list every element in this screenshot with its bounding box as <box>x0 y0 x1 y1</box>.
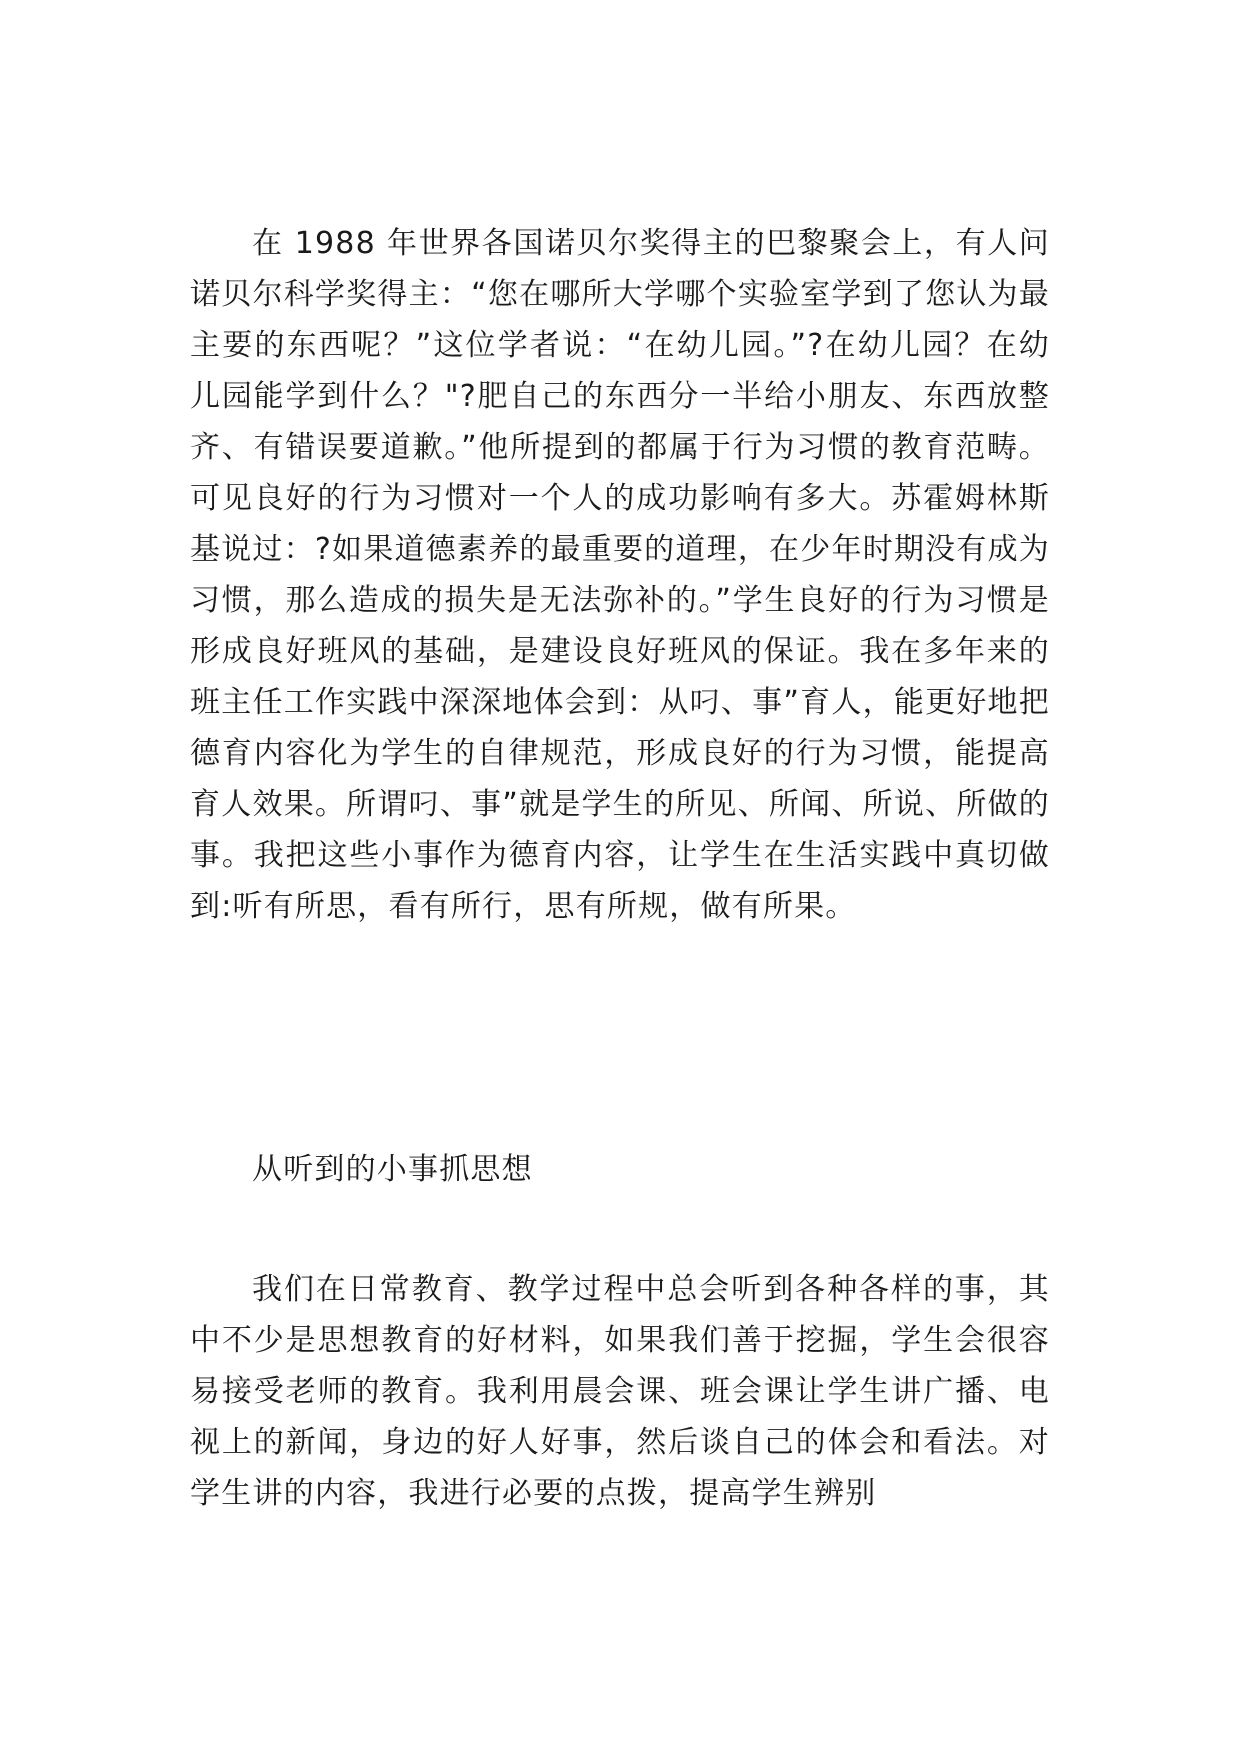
body-paragraph: 在 1988 年世界各国诺贝尔奖得主的巴黎聚会上，有人问诺贝尔科学奖得主：“您在哪所大学哪个实验室学到了您认为最主要的东西呢？”这位学者说：“在幼儿园。”?在幼儿园？在幼儿园能学到什么？"?肥自己的东西分一半给小朋友、东西放整齐、有错误要道歉。”他所提到的都属于行为习惯的教育范畴。可见良好的行为习惯对一个人的成功影响有多大。苏霍姆林斯基说过：?如果道德素养的最重要的道理，在少年时期没有成为习惯，那么造成的损失是无法弥补的。”学生良好的行为习惯是形成良好班风的基础，是建设良好班风的保证。我在多年来的班主任工作实践中深深地体会到：从叼、事”育人，能更好地把德育内容化为学生的自律规范，形成良好的行为习惯，能提高育人效果。所谓叼、事”就是学生的所见、所闻、所说、所做的事。我把这些小事作为德育内容，让学生在生活实践中真切做到:听有所思，看有所行，思有所规，做有所果。 <box>190 226 1050 924</box>
section-heading: 从听到的小事抓思想 <box>252 1152 533 1187</box>
body-paragraph: 我们在日常教育、教学过程中总会听到各种各样的事，其中不少是思想教育的好材料，如果我们善于挖掘，学生会很容易接受老师的教育。我利用晨会课、班会课让学生讲广播、电视上的新闻，身边的好人好事，然后谈自己的体会和看法。对学生讲的内容，我进行必要的点拨，提高学生辨别 <box>190 1272 1050 1511</box>
